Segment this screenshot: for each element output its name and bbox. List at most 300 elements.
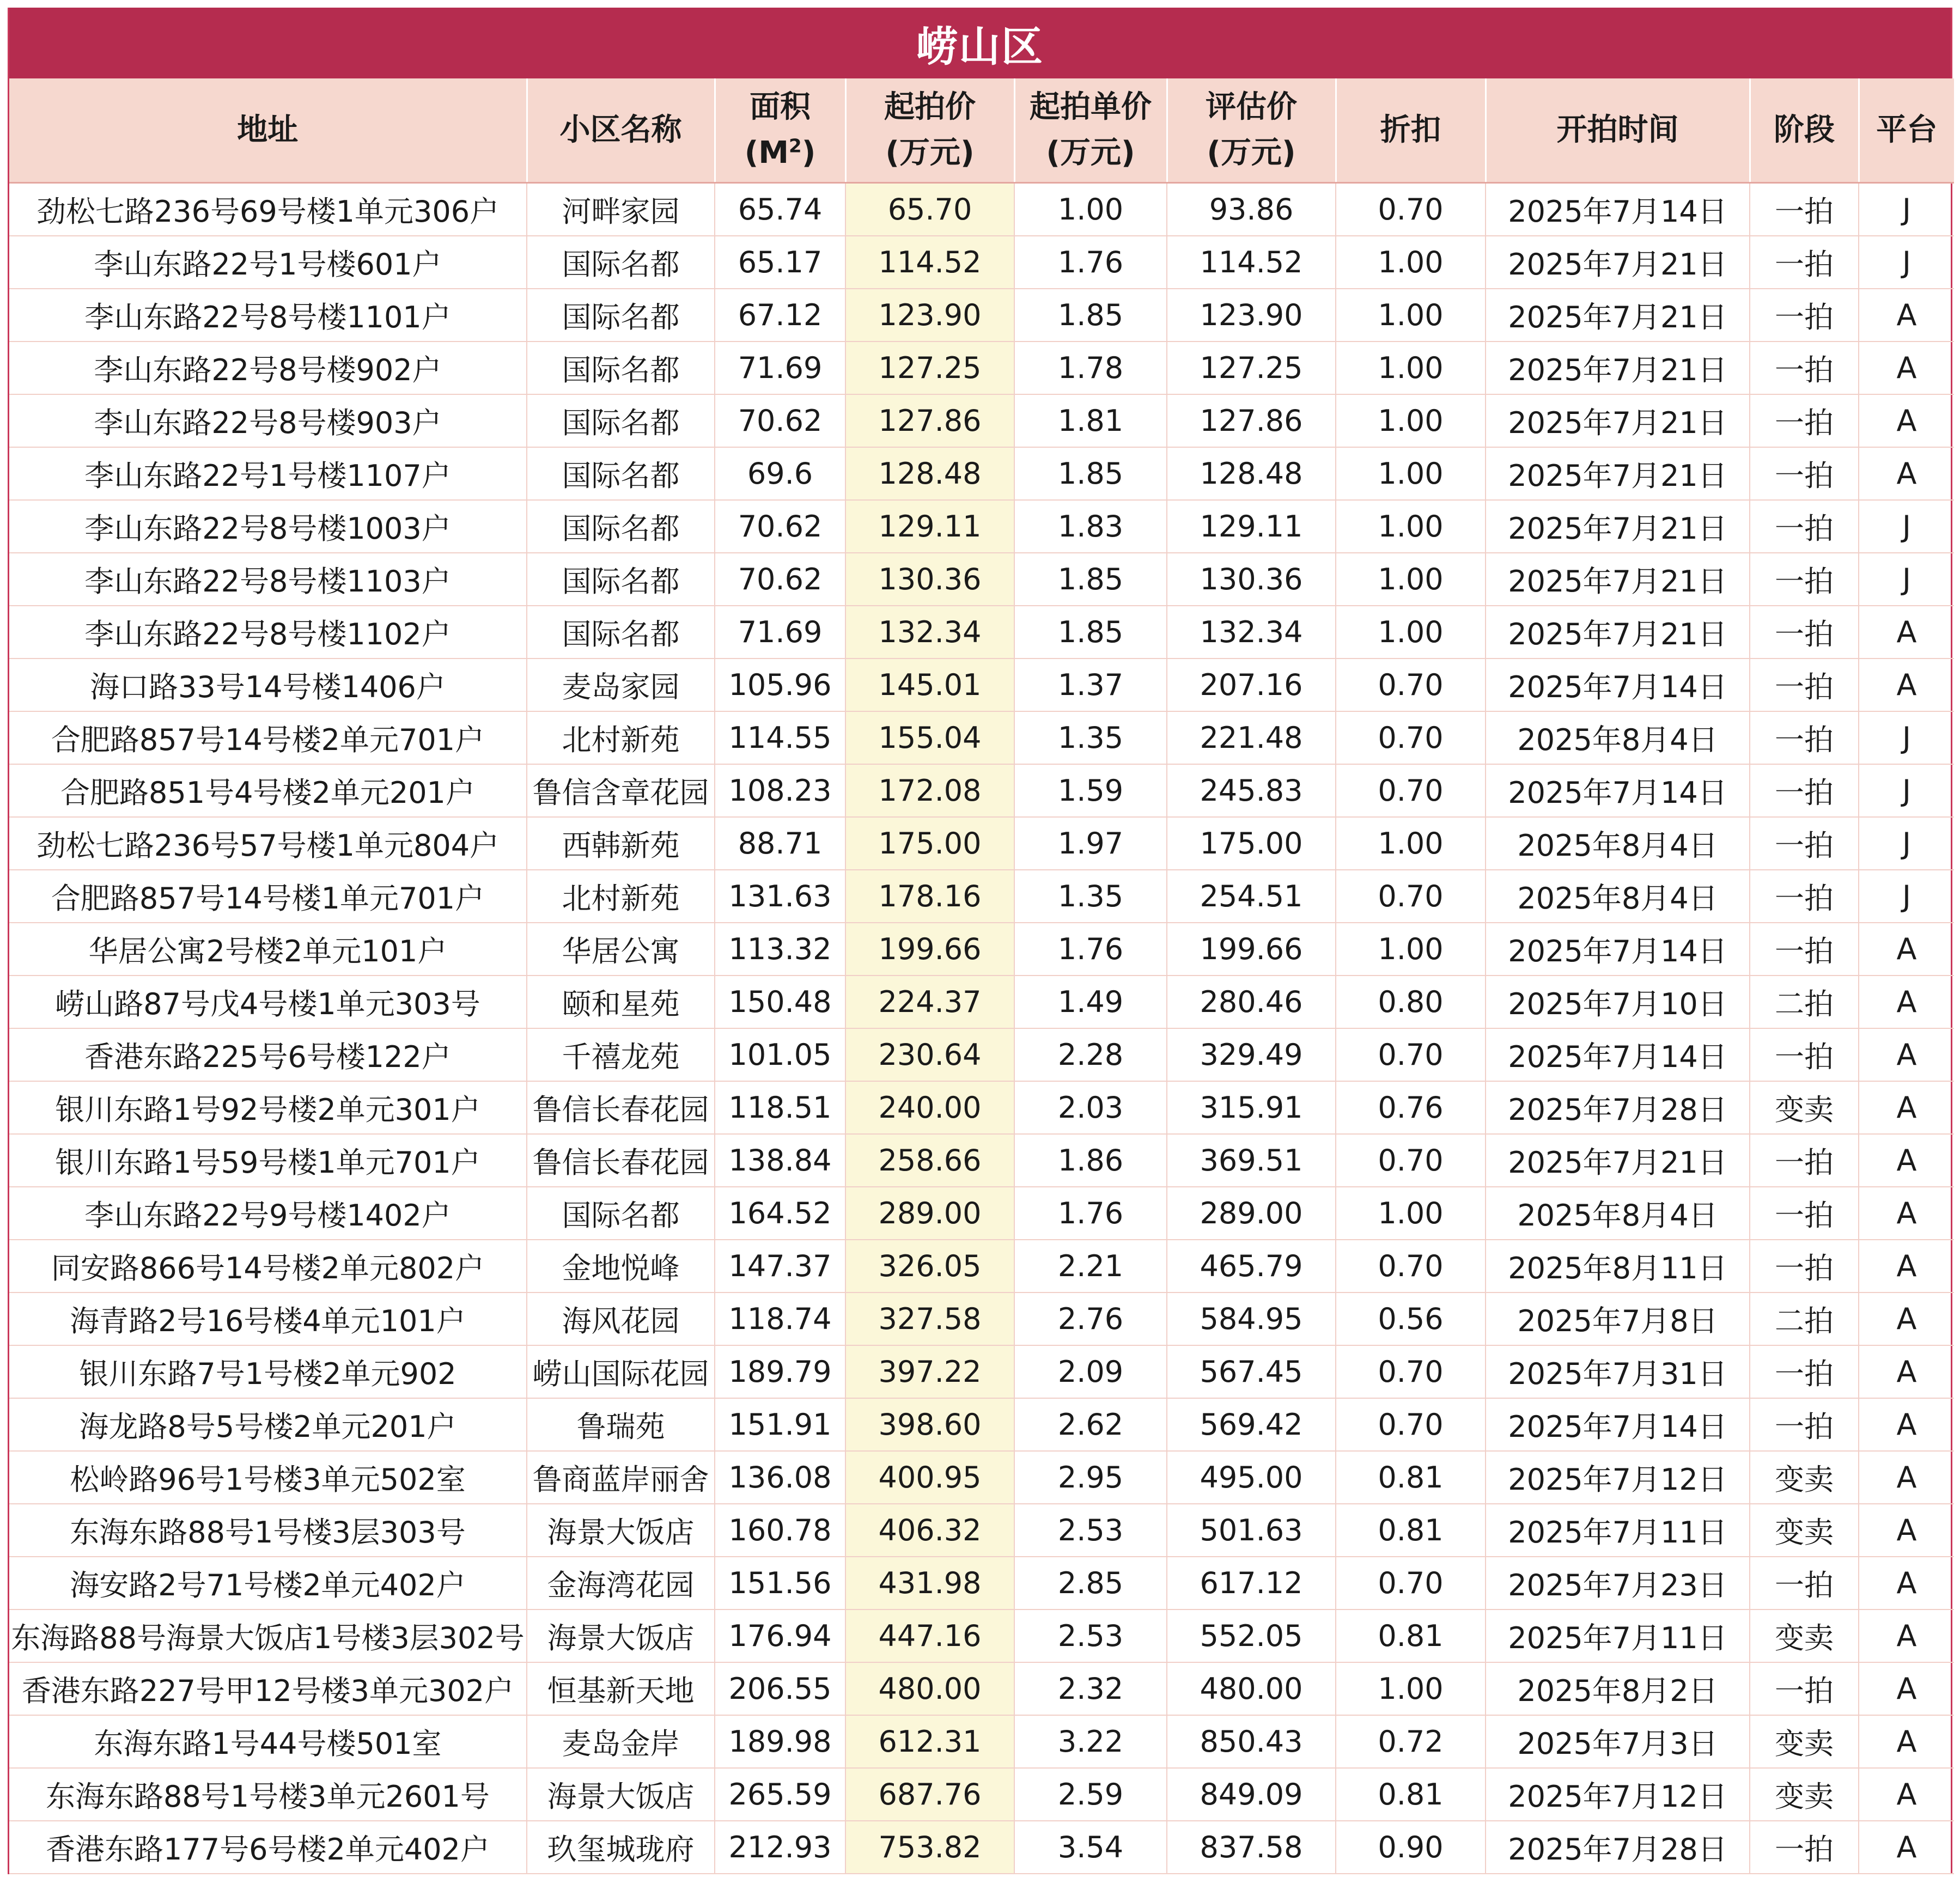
cell-start-price: 240.00 <box>845 1081 1014 1134</box>
table-row <box>9 500 1954 553</box>
cell-address: 海龙路8号5号楼2单元201户 <box>9 1398 527 1451</box>
cell-community: 国际名都 <box>527 289 715 342</box>
cell-platform: J <box>1859 817 1954 870</box>
table-row <box>9 1028 1954 1081</box>
cell-community: 西韩新苑 <box>527 817 715 870</box>
cell-platform: J <box>1859 553 1954 606</box>
cell-stage: 一拍 <box>1750 1398 1859 1451</box>
cell-start-time: 2025年7月10日 <box>1486 976 1750 1028</box>
cell-stage: 一拍 <box>1750 1240 1859 1292</box>
cell-address: 香港东路227号甲12号楼3单元302户 <box>9 1662 527 1715</box>
cell-appraisal: 130.36 <box>1167 553 1336 606</box>
header-area-sup: 2 <box>789 135 802 157</box>
header-start-time: 开拍时间 <box>1486 78 1750 183</box>
cell-discount: 0.81 <box>1336 1451 1486 1504</box>
cell-area: 160.78 <box>715 1504 845 1557</box>
cell-start-time: 2025年7月28日 <box>1486 1081 1750 1134</box>
cell-stage: 变卖 <box>1750 1504 1859 1557</box>
header-appraisal-line2: (万元) <box>1207 135 1296 170</box>
table-row <box>9 1821 1954 1874</box>
header-discount: 折扣 <box>1336 78 1486 183</box>
cell-start-time: 2025年7月21日 <box>1486 1134 1750 1187</box>
header-area-close: ) <box>801 135 816 170</box>
table-row <box>9 1504 1954 1557</box>
cell-stage: 一拍 <box>1750 1662 1859 1715</box>
cell-platform: J <box>1859 764 1954 817</box>
cell-community: 国际名都 <box>527 236 715 289</box>
cell-address: 香港东路177号6号楼2单元402户 <box>9 1821 527 1874</box>
cell-unit-price: 2.59 <box>1014 1768 1167 1821</box>
cell-address: 李山东路22号1号楼1107户 <box>9 447 527 500</box>
cell-appraisal: 199.66 <box>1167 923 1336 976</box>
cell-address: 同安路866号14号楼2单元802户 <box>9 1240 527 1292</box>
cell-platform: A <box>1859 1240 1954 1292</box>
cell-address: 李山东路22号8号楼1103户 <box>9 553 527 606</box>
cell-unit-price: 1.35 <box>1014 711 1167 764</box>
cell-platform: J <box>1859 870 1954 923</box>
cell-unit-price: 3.54 <box>1014 1821 1167 1874</box>
cell-area: 108.23 <box>715 764 845 817</box>
cell-area: 88.71 <box>715 817 845 870</box>
cell-discount: 0.70 <box>1336 1028 1486 1081</box>
cell-platform: A <box>1859 1609 1954 1662</box>
cell-stage: 一拍 <box>1750 1134 1859 1187</box>
cell-stage: 一拍 <box>1750 394 1859 447</box>
cell-start-price: 224.37 <box>845 976 1014 1028</box>
cell-discount: 1.00 <box>1336 553 1486 606</box>
cell-start-price: 145.01 <box>845 659 1014 711</box>
table-row <box>9 1240 1954 1292</box>
cell-start-price: 753.82 <box>845 1821 1014 1874</box>
table-row <box>9 1451 1954 1504</box>
cell-address: 李山东路22号1号楼601户 <box>9 236 527 289</box>
cell-start-price: 289.00 <box>845 1187 1014 1240</box>
cell-platform: A <box>1859 289 1954 342</box>
cell-discount: 0.70 <box>1336 659 1486 711</box>
table-row <box>9 342 1954 394</box>
cell-unit-price: 2.28 <box>1014 1028 1167 1081</box>
cell-area: 101.05 <box>715 1028 845 1081</box>
cell-discount: 0.70 <box>1336 1557 1486 1609</box>
cell-stage: 一拍 <box>1750 1187 1859 1240</box>
cell-unit-price: 1.85 <box>1014 447 1167 500</box>
cell-stage: 一拍 <box>1750 289 1859 342</box>
cell-discount: 1.00 <box>1336 500 1486 553</box>
cell-unit-price: 1.81 <box>1014 394 1167 447</box>
cell-platform: A <box>1859 1345 1954 1398</box>
cell-discount: 1.00 <box>1336 447 1486 500</box>
cell-discount: 0.81 <box>1336 1768 1486 1821</box>
cell-area: 65.74 <box>715 183 845 236</box>
cell-community: 千禧龙苑 <box>527 1028 715 1081</box>
header-platform: 平台 <box>1859 78 1954 183</box>
header-appraisal <box>1167 78 1336 183</box>
cell-appraisal: 221.48 <box>1167 711 1336 764</box>
cell-start-price: 397.22 <box>845 1345 1014 1398</box>
cell-address: 华居公寓2号楼2单元101户 <box>9 923 527 976</box>
cell-start-time: 2025年7月14日 <box>1486 659 1750 711</box>
cell-area: 67.12 <box>715 289 845 342</box>
cell-discount: 0.76 <box>1336 1081 1486 1134</box>
cell-start-time: 2025年7月21日 <box>1486 500 1750 553</box>
cell-start-time: 2025年7月21日 <box>1486 447 1750 500</box>
table-row <box>9 1768 1954 1821</box>
cell-unit-price: 2.32 <box>1014 1662 1167 1715</box>
cell-discount: 0.80 <box>1336 976 1486 1028</box>
cell-appraisal: 254.51 <box>1167 870 1336 923</box>
table-row <box>9 870 1954 923</box>
cell-area: 105.96 <box>715 659 845 711</box>
cell-start-time: 2025年8月4日 <box>1486 817 1750 870</box>
cell-discount: 1.00 <box>1336 606 1486 659</box>
cell-community: 国际名都 <box>527 342 715 394</box>
cell-appraisal: 175.00 <box>1167 817 1336 870</box>
cell-appraisal: 127.86 <box>1167 394 1336 447</box>
table-row <box>9 1292 1954 1345</box>
cell-platform: A <box>1859 923 1954 976</box>
cell-start-time: 2025年8月4日 <box>1486 1187 1750 1240</box>
cell-discount: 0.90 <box>1336 1821 1486 1874</box>
cell-stage: 二拍 <box>1750 1292 1859 1345</box>
table-row <box>9 1715 1954 1768</box>
cell-unit-price: 1.85 <box>1014 553 1167 606</box>
cell-address: 东海路88号海景大饭店1号楼3层302号 <box>9 1609 527 1662</box>
table-row <box>9 1609 1954 1662</box>
cell-community: 鲁商蓝岸丽舍 <box>527 1451 715 1504</box>
cell-community: 国际名都 <box>527 606 715 659</box>
cell-appraisal: 315.91 <box>1167 1081 1336 1134</box>
cell-address: 合肥路857号14号楼2单元701户 <box>9 711 527 764</box>
cell-discount: 0.70 <box>1336 1398 1486 1451</box>
cell-start-price: 172.08 <box>845 764 1014 817</box>
cell-unit-price: 2.03 <box>1014 1081 1167 1134</box>
cell-community: 北村新苑 <box>527 711 715 764</box>
cell-appraisal: 114.52 <box>1167 236 1336 289</box>
cell-appraisal: 132.34 <box>1167 606 1336 659</box>
cell-start-price: 65.70 <box>845 183 1014 236</box>
cell-stage: 一拍 <box>1750 1028 1859 1081</box>
cell-unit-price: 1.76 <box>1014 923 1167 976</box>
table-row <box>9 1345 1954 1398</box>
cell-start-price: 123.90 <box>845 289 1014 342</box>
cell-platform: A <box>1859 976 1954 1028</box>
cell-community: 麦岛家园 <box>527 659 715 711</box>
cell-community: 海景大饭店 <box>527 1609 715 1662</box>
cell-community: 鲁瑞苑 <box>527 1398 715 1451</box>
cell-start-price: 406.32 <box>845 1504 1014 1557</box>
cell-area: 113.32 <box>715 923 845 976</box>
cell-area: 71.69 <box>715 342 845 394</box>
cell-stage: 变卖 <box>1750 1768 1859 1821</box>
header-start-price <box>845 78 1014 183</box>
cell-platform: A <box>1859 394 1954 447</box>
cell-platform: A <box>1859 1292 1954 1345</box>
cell-unit-price: 1.78 <box>1014 342 1167 394</box>
cell-address: 海口路33号14号楼1406户 <box>9 659 527 711</box>
cell-address: 崂山路87号戊4号楼1单元303号 <box>9 976 527 1028</box>
cell-platform: A <box>1859 1662 1954 1715</box>
table-body <box>9 183 1954 1874</box>
cell-start-time: 2025年7月31日 <box>1486 1345 1750 1398</box>
cell-address: 海青路2号16号楼4单元101户 <box>9 1292 527 1345</box>
cell-start-price: 612.31 <box>845 1715 1014 1768</box>
cell-unit-price: 2.95 <box>1014 1451 1167 1504</box>
cell-unit-price: 1.37 <box>1014 659 1167 711</box>
cell-platform: A <box>1859 1557 1954 1609</box>
cell-unit-price: 2.53 <box>1014 1609 1167 1662</box>
cell-area: 70.62 <box>715 500 845 553</box>
cell-community: 鲁信含章花园 <box>527 764 715 817</box>
cell-stage: 二拍 <box>1750 976 1859 1028</box>
table-row <box>9 659 1954 711</box>
cell-community: 国际名都 <box>527 394 715 447</box>
cell-discount: 1.00 <box>1336 394 1486 447</box>
cell-discount: 0.70 <box>1336 1134 1486 1187</box>
cell-platform: A <box>1859 342 1954 394</box>
header-unit-price-line2: (万元) <box>1046 135 1135 170</box>
table-row <box>9 289 1954 342</box>
header-unit-price-line1: 起拍单价 <box>1030 89 1152 125</box>
cell-start-time: 2025年7月23日 <box>1486 1557 1750 1609</box>
header-row <box>9 78 1954 183</box>
header-unit-price <box>1014 78 1167 183</box>
cell-start-time: 2025年8月11日 <box>1486 1240 1750 1292</box>
cell-unit-price: 1.85 <box>1014 289 1167 342</box>
cell-stage: 一拍 <box>1750 447 1859 500</box>
table-row <box>9 1187 1954 1240</box>
cell-start-price: 400.95 <box>845 1451 1014 1504</box>
header-start-price-line1: 起拍价 <box>884 89 976 125</box>
cell-start-time: 2025年7月21日 <box>1486 606 1750 659</box>
cell-start-time: 2025年7月14日 <box>1486 923 1750 976</box>
cell-stage: 一拍 <box>1750 817 1859 870</box>
table-row <box>9 1134 1954 1187</box>
cell-community: 海景大饭店 <box>527 1768 715 1821</box>
cell-area: 70.62 <box>715 394 845 447</box>
cell-stage: 一拍 <box>1750 553 1859 606</box>
cell-address: 银川东路1号59号楼1单元701户 <box>9 1134 527 1187</box>
table-row <box>9 183 1954 236</box>
cell-discount: 1.00 <box>1336 923 1486 976</box>
cell-stage: 一拍 <box>1750 711 1859 764</box>
cell-start-price: 480.00 <box>845 1662 1014 1715</box>
cell-discount: 1.00 <box>1336 342 1486 394</box>
cell-start-time: 2025年7月12日 <box>1486 1768 1750 1821</box>
cell-area: 189.98 <box>715 1715 845 1768</box>
cell-start-price: 127.25 <box>845 342 1014 394</box>
cell-start-time: 2025年7月12日 <box>1486 1451 1750 1504</box>
cell-address: 海安路2号71号楼2单元402户 <box>9 1557 527 1609</box>
cell-address: 东海东路88号1号楼3层303号 <box>9 1504 527 1557</box>
cell-appraisal: 495.00 <box>1167 1451 1336 1504</box>
cell-unit-price: 2.62 <box>1014 1398 1167 1451</box>
table-row <box>9 1081 1954 1134</box>
cell-discount: 0.70 <box>1336 183 1486 236</box>
cell-appraisal: 280.46 <box>1167 976 1336 1028</box>
cell-discount: 1.00 <box>1336 289 1486 342</box>
header-address: 地址 <box>9 78 527 183</box>
cell-address: 李山东路22号9号楼1402户 <box>9 1187 527 1240</box>
cell-discount: 0.70 <box>1336 764 1486 817</box>
cell-start-time: 2025年7月14日 <box>1486 1028 1750 1081</box>
cell-start-price: 327.58 <box>845 1292 1014 1345</box>
cell-discount: 1.00 <box>1336 817 1486 870</box>
cell-appraisal: 245.83 <box>1167 764 1336 817</box>
table-row <box>9 1662 1954 1715</box>
cell-appraisal: 123.90 <box>1167 289 1336 342</box>
cell-platform: A <box>1859 447 1954 500</box>
cell-community: 北村新苑 <box>527 870 715 923</box>
cell-stage: 一拍 <box>1750 236 1859 289</box>
cell-unit-price: 3.22 <box>1014 1715 1167 1768</box>
cell-appraisal: 329.49 <box>1167 1028 1336 1081</box>
cell-area: 176.94 <box>715 1609 845 1662</box>
cell-discount: 0.70 <box>1336 1240 1486 1292</box>
cell-start-time: 2025年7月11日 <box>1486 1609 1750 1662</box>
cell-community: 鲁信长春花园 <box>527 1134 715 1187</box>
cell-appraisal: 501.63 <box>1167 1504 1336 1557</box>
cell-start-price: 155.04 <box>845 711 1014 764</box>
cell-community: 国际名都 <box>527 1187 715 1240</box>
cell-start-price: 132.34 <box>845 606 1014 659</box>
cell-start-price: 398.60 <box>845 1398 1014 1451</box>
cell-community: 海风花园 <box>527 1292 715 1345</box>
cell-address: 李山东路22号8号楼1101户 <box>9 289 527 342</box>
cell-appraisal: 850.43 <box>1167 1715 1336 1768</box>
cell-area: 189.79 <box>715 1345 845 1398</box>
cell-start-time: 2025年8月2日 <box>1486 1662 1750 1715</box>
cell-stage: 变卖 <box>1750 1715 1859 1768</box>
cell-area: 136.08 <box>715 1451 845 1504</box>
cell-area: 151.56 <box>715 1557 845 1609</box>
cell-area: 70.62 <box>715 553 845 606</box>
cell-community: 河畔家园 <box>527 183 715 236</box>
cell-address: 劲松七路236号69号楼1单元306户 <box>9 183 527 236</box>
cell-discount: 0.70 <box>1336 711 1486 764</box>
cell-community: 玖玺城珑府 <box>527 1821 715 1874</box>
cell-address: 松岭路96号1号楼3单元502室 <box>9 1451 527 1504</box>
cell-area: 212.93 <box>715 1821 845 1874</box>
cell-address: 李山东路22号8号楼903户 <box>9 394 527 447</box>
cell-area: 131.63 <box>715 870 845 923</box>
cell-start-price: 687.76 <box>845 1768 1014 1821</box>
cell-start-time: 2025年7月28日 <box>1486 1821 1750 1874</box>
header-community: 小区名称 <box>527 78 715 183</box>
cell-start-time: 2025年7月3日 <box>1486 1715 1750 1768</box>
cell-stage: 一拍 <box>1750 1557 1859 1609</box>
cell-community: 海景大饭店 <box>527 1504 715 1557</box>
cell-platform: A <box>1859 1821 1954 1874</box>
cell-start-price: 129.11 <box>845 500 1014 553</box>
cell-appraisal: 617.12 <box>1167 1557 1336 1609</box>
cell-platform: J <box>1859 236 1954 289</box>
cell-area: 164.52 <box>715 1187 845 1240</box>
cell-appraisal: 207.16 <box>1167 659 1336 711</box>
cell-stage: 一拍 <box>1750 500 1859 553</box>
table-row <box>9 447 1954 500</box>
cell-start-price: 326.05 <box>845 1240 1014 1292</box>
cell-address: 李山东路22号8号楼1003户 <box>9 500 527 553</box>
cell-start-price: 175.00 <box>845 817 1014 870</box>
cell-unit-price: 1.35 <box>1014 870 1167 923</box>
cell-stage: 变卖 <box>1750 1081 1859 1134</box>
cell-start-time: 2025年7月14日 <box>1486 764 1750 817</box>
auction-table <box>9 78 1954 1874</box>
sheet-title: 崂山区 <box>9 8 1951 78</box>
cell-platform: A <box>1859 1028 1954 1081</box>
cell-start-price: 230.64 <box>845 1028 1014 1081</box>
cell-unit-price: 1.86 <box>1014 1134 1167 1187</box>
cell-stage: 变卖 <box>1750 1451 1859 1504</box>
cell-community: 金海湾花园 <box>527 1557 715 1609</box>
cell-community: 颐和星苑 <box>527 976 715 1028</box>
cell-start-price: 199.66 <box>845 923 1014 976</box>
cell-platform: A <box>1859 1398 1954 1451</box>
cell-platform: A <box>1859 1504 1954 1557</box>
cell-start-time: 2025年7月21日 <box>1486 236 1750 289</box>
cell-address: 合肥路851号4号楼2单元201户 <box>9 764 527 817</box>
cell-appraisal: 93.86 <box>1167 183 1336 236</box>
cell-area: 118.51 <box>715 1081 845 1134</box>
cell-community: 华居公寓 <box>527 923 715 976</box>
cell-start-price: 178.16 <box>845 870 1014 923</box>
cell-start-price: 447.16 <box>845 1609 1014 1662</box>
cell-unit-price: 2.21 <box>1014 1240 1167 1292</box>
cell-address: 东海东路88号1号楼3单元2601号 <box>9 1768 527 1821</box>
cell-unit-price: 2.53 <box>1014 1504 1167 1557</box>
cell-discount: 0.72 <box>1336 1715 1486 1768</box>
cell-unit-price: 1.59 <box>1014 764 1167 817</box>
cell-discount: 1.00 <box>1336 1187 1486 1240</box>
cell-stage: 一拍 <box>1750 870 1859 923</box>
cell-platform: A <box>1859 1715 1954 1768</box>
cell-unit-price: 2.76 <box>1014 1292 1167 1345</box>
cell-appraisal: 480.00 <box>1167 1662 1336 1715</box>
cell-stage: 一拍 <box>1750 1345 1859 1398</box>
cell-platform: J <box>1859 183 1954 236</box>
cell-address: 东海东路1号44号楼501室 <box>9 1715 527 1768</box>
cell-unit-price: 1.00 <box>1014 183 1167 236</box>
cell-platform: A <box>1859 1081 1954 1134</box>
cell-platform: A <box>1859 1451 1954 1504</box>
cell-appraisal: 569.42 <box>1167 1398 1336 1451</box>
cell-area: 114.55 <box>715 711 845 764</box>
cell-area: 150.48 <box>715 976 845 1028</box>
cell-community: 国际名都 <box>527 553 715 606</box>
header-start-price-line2: (万元) <box>885 135 975 170</box>
cell-appraisal: 129.11 <box>1167 500 1336 553</box>
cell-stage: 一拍 <box>1750 923 1859 976</box>
cell-start-time: 2025年8月4日 <box>1486 870 1750 923</box>
cell-address: 李山东路22号8号楼902户 <box>9 342 527 394</box>
table-row <box>9 236 1954 289</box>
cell-address: 银川东路7号1号楼2单元902 <box>9 1345 527 1398</box>
cell-appraisal: 552.05 <box>1167 1609 1336 1662</box>
cell-appraisal: 128.48 <box>1167 447 1336 500</box>
cell-discount: 0.81 <box>1336 1504 1486 1557</box>
cell-area: 147.37 <box>715 1240 845 1292</box>
cell-community: 麦岛金岸 <box>527 1715 715 1768</box>
cell-area: 69.6 <box>715 447 845 500</box>
cell-platform: J <box>1859 711 1954 764</box>
cell-unit-price: 2.09 <box>1014 1345 1167 1398</box>
cell-appraisal: 369.51 <box>1167 1134 1336 1187</box>
table-row <box>9 764 1954 817</box>
cell-stage: 一拍 <box>1750 764 1859 817</box>
cell-platform: A <box>1859 1768 1954 1821</box>
cell-start-price: 431.98 <box>845 1557 1014 1609</box>
cell-start-price: 258.66 <box>845 1134 1014 1187</box>
